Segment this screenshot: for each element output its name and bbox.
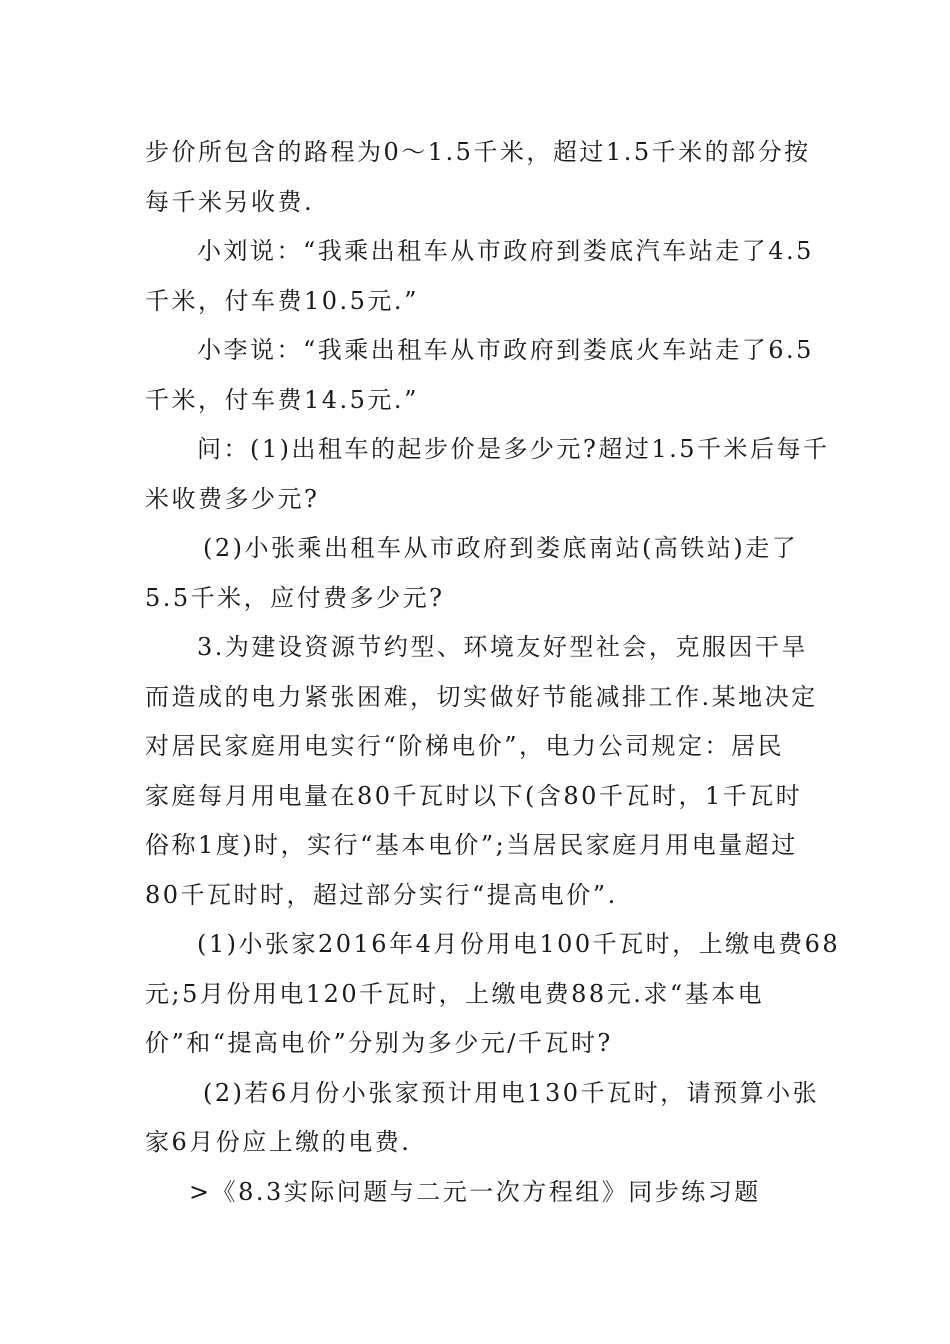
document-body [145, 128, 841, 1217]
text-line: 家庭每月用电量在80千瓦时以下(含80千瓦时，1千瓦时 [145, 781, 803, 810]
text-line: 步价所包含的路程为0～1.5千米，超过1.5千米的部分按 [145, 138, 811, 166]
text-line: 米收费多少元? [145, 484, 320, 513]
text-line: (1)小张家2016年4月份用电100千瓦时，上缴电费68 [197, 930, 841, 958]
text-line: (2)小张乘出租车从市政府到娄底南站(高铁站)走了 [203, 534, 799, 562]
text-line: 80千瓦时时，超过部分实行“提高电价”. [145, 880, 618, 909]
text-line: 价”和“提高电价”分别为多少元/千瓦时? [145, 1029, 613, 1057]
text-line: 千米，付车费10.5元.” [145, 286, 419, 315]
text-line: 而造成的电力紧张困难，切实做好节能减排工作.某地决定 [145, 682, 818, 711]
related-article-link[interactable]: >《8.3实际问题与二元一次方程组》同步练习题 [189, 1177, 761, 1206]
text-line: 小刘说：“我乘出租车从市政府到娄底汽车站走了4.5 [197, 237, 814, 265]
text-line: 每千米另收费. [145, 187, 315, 216]
text-line: 问：(1)出租车的起步价是多少元?超过1.5千米后每千 [197, 435, 830, 463]
text-line: 3.为建设资源节约型、环境友好型社会，克服因干旱 [197, 633, 808, 661]
text-line: 对居民家庭用电实行“阶梯电价”，电力公司规定：居民 [145, 732, 785, 760]
text-line: 家6月份应上缴的电费. [145, 1128, 412, 1156]
text-line: 5.5千米，应付费多少元? [145, 583, 445, 612]
text-line: 千米，付车费14.5元.” [145, 385, 419, 414]
text-line: 小李说：“我乘出租车从市政府到娄底火车站走了6.5 [197, 336, 814, 364]
text-line: 元;5月份用电120千瓦时，上缴电费88元.求“基本电 [145, 979, 765, 1008]
text-line: (2)若6月份小张家预计用电130千瓦时，请预算小张 [203, 1078, 820, 1107]
text-line: 俗称1度)时，实行“基本电价”;当居民家庭月用电量超过 [145, 831, 798, 859]
